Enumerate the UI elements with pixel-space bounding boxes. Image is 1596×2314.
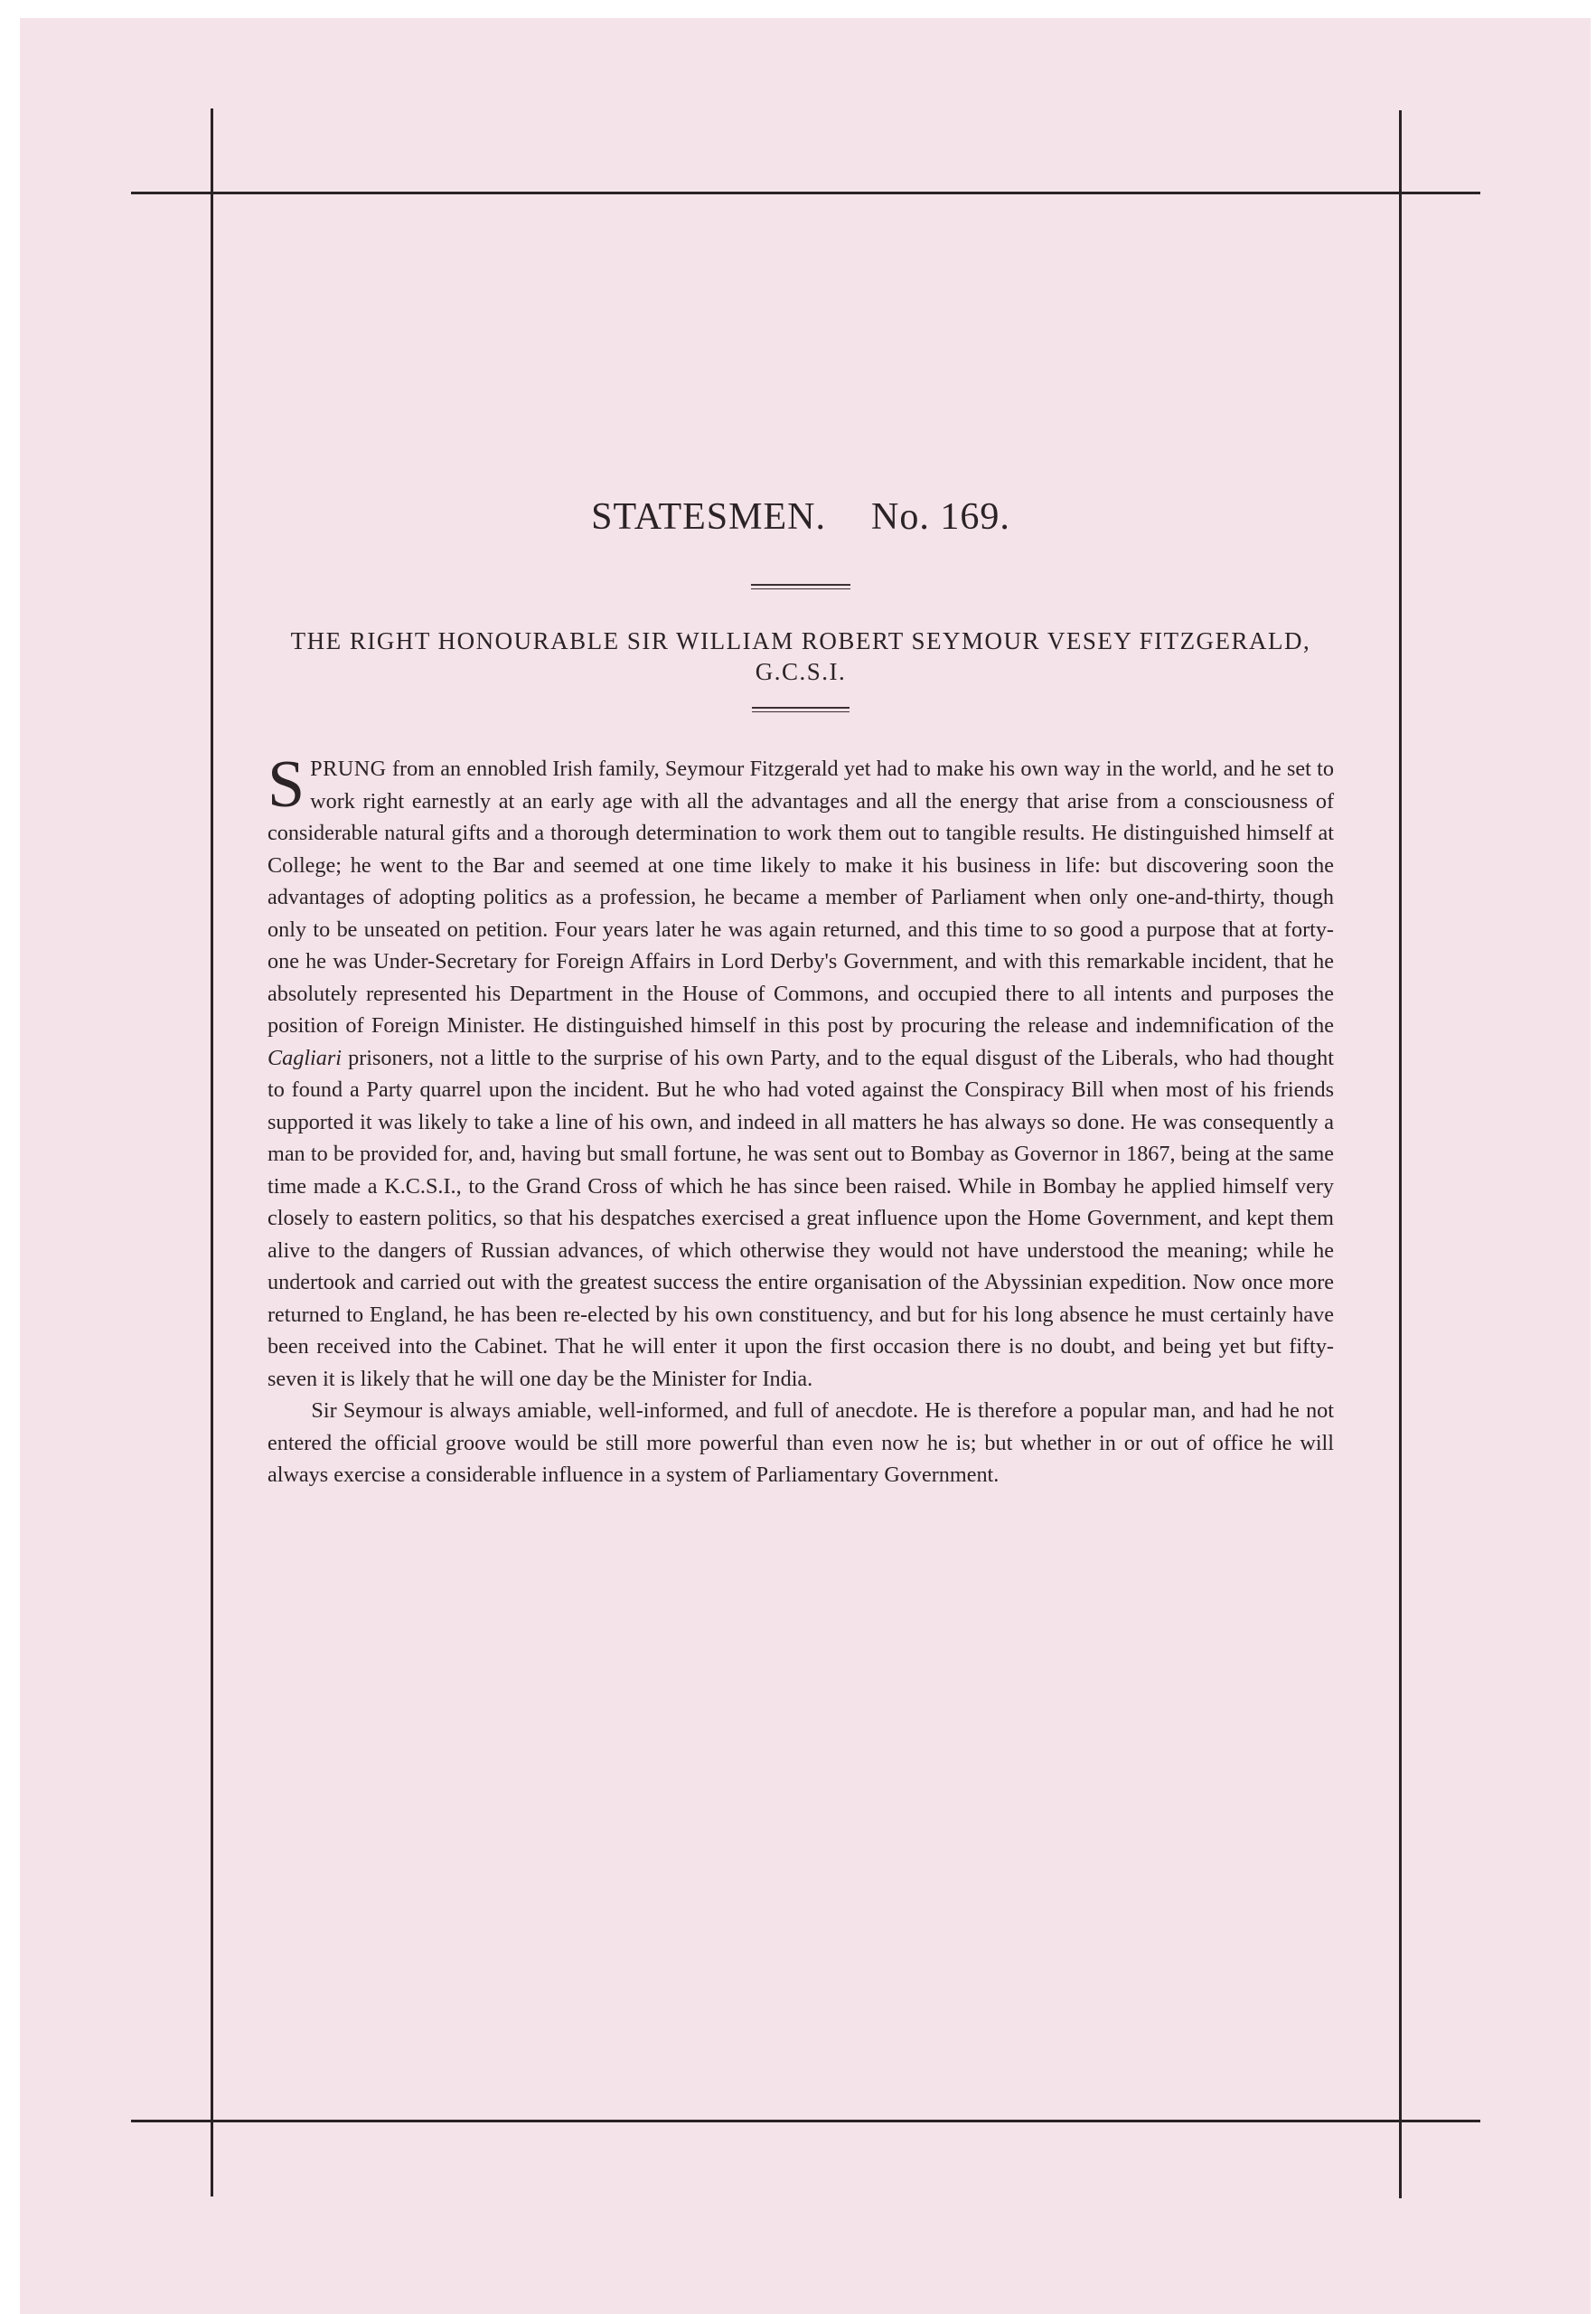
italic-ship-name: Cagliari (268, 1045, 342, 1070)
bottom-border-rule (131, 2120, 1480, 2122)
article-body (268, 748, 1334, 1491)
paragraph-1-part-a: from an ennobled Irish family, Seymour Fitzgerald yet had to make his own way in the world, and he set to work right earnestly at an early age with all the advantages and all the energy that arise from a consciousness of considerable natural gifts and a thorough determination to work them out to tangible results. He distinguished himself at College; he went to the Bar and seemed at one time likely to make it his business in life: but discovering soon the advantages of adopting politics as a profession, he became a member of Parliament when only one-and-thirty, though only to be unseated on petition. Four years later he was again returned, and this time to so good a purpose that at forty-one he was Under-Secretary for Foreign Affairs in Lord Derby's Government, and with this remarkable incident, that he absolutely represented his Department in the House of Commons, and occupied there to all intents and purposes the position of Foreign Minister. He distinguished himself in this post by procuring the release and indemnification of the (268, 757, 1334, 1038)
page-title (268, 495, 1334, 539)
title-divider (751, 584, 850, 589)
top-border-rule (131, 192, 1480, 194)
left-border-rule (211, 108, 213, 2196)
series-number: No. 169. (870, 496, 1010, 538)
paragraph-1-part-b: prisoners, not a little to the surprise of his own Party, and to the equal disgust of the Liberals, who had thought to found a Party quarrel upon the incident. But he who had voted against the Conspiracy Bill when most of his friends supported it was likely to take a line of his own, and indeed in all matters he has always so done. He was consequently a man to be provided for, and, having but small fortune, he was sent out to Bombay as Governor in 1867, being at the same time made a K.C.S.I., to the Grand Cross of which he has since been raised. While in Bombay he applied himself very closely to eastern politics, so that his despatches exercised a great influence upon the Home Government, and kept them alive to the dangers of Russian advances, of which otherwise they would not have understood the meaning; while he undertook and carried out with the greatest success the entire organisation of the Abyssinian expedition. Now once more returned to England, he has been re-elected by his own constituency, and but for his long absence he must certainly have been received into the Cabinet. That he will enter it upon the first occasion there is no doubt, and being yet but fifty-seven it is likely that he will one day be the Minister for India. (268, 1045, 1334, 1391)
drop-cap: S (268, 748, 305, 822)
series-title: STATESMEN. (591, 496, 826, 538)
right-border-rule (1399, 110, 1402, 2198)
paragraph-2: Sir Seymour is always amiable, well-informed, and full of anecdote. He is therefore a popular man, and had he not entered the official groove would be still more powerful than even now he is; but whether in or out of office he will always exercise a considerable influence in a system of Parliamentary Government. (268, 1398, 1334, 1487)
subtitle-divider (752, 707, 850, 712)
paragraph-1 (268, 748, 1334, 1395)
first-word-rest: PRUNG (310, 757, 387, 781)
article (268, 495, 1334, 1491)
subject-name: THE RIGHT HONOURABLE SIR WILLIAM ROBERT SEYMOUR VESEY FITZGERALD, G.C.S.I. (290, 627, 1311, 685)
